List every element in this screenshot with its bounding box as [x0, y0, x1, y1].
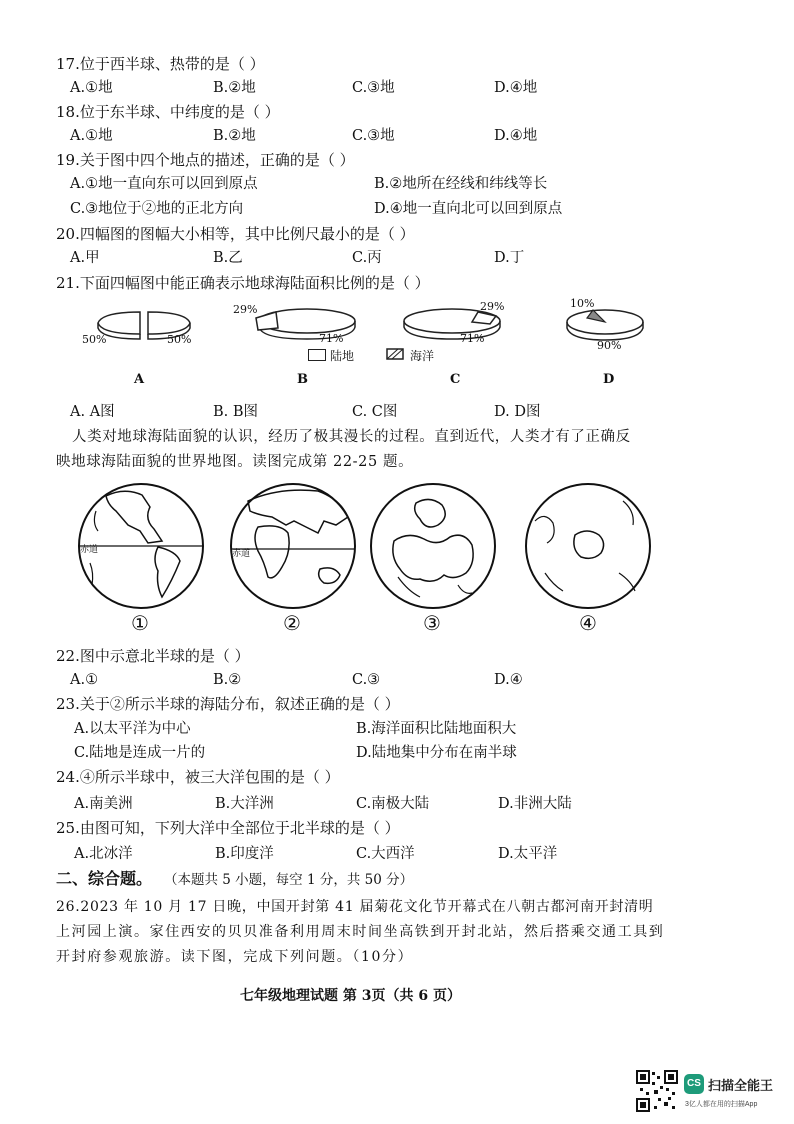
q19-option-a: A.①地一直向东可以回到原点 [70, 176, 258, 192]
q20-option-b: B.乙 [213, 250, 243, 266]
globe-3-northern-hemisphere [368, 481, 498, 611]
q24-option-a: A.南美洲 [74, 796, 133, 812]
q24-option-c: C.南极大陆 [356, 796, 430, 812]
q19-option-b: B.②地所在经线和纬线等长 [374, 176, 548, 192]
q25-option-c: C.大西洋 [356, 846, 415, 862]
pie-a-ocean-slice [148, 312, 190, 334]
q18-option-d: D.④地 [494, 128, 538, 144]
camscanner-logo-icon: CS [684, 1074, 704, 1094]
q23-option-b: B.海洋面积比陆地面积大 [356, 721, 517, 737]
q18-option-a: A.①地 [70, 128, 113, 144]
q17-option-b: B.②地 [213, 80, 256, 96]
q23-option-d: D.陆地集中分布在南半球 [356, 745, 517, 761]
globe-4-southern-hemisphere [523, 481, 653, 611]
intro-paragraph-line-1: 人类对地球海陆面貌的认识，经历了极其漫长的过程。直到近代，人类才有了正确反 [72, 429, 631, 445]
q25-option-a: A.北冰洋 [74, 846, 133, 862]
q19-option-c: C.③地位于②地的正北方向 [70, 201, 244, 217]
q23-option-a: A.以太平洋为中心 [74, 721, 191, 737]
q17-option-c: C.③地 [352, 80, 395, 96]
pie-b-caption: B [297, 372, 308, 387]
section-note: （本题共 5 小题，每空 1 分，共 50 分） [164, 872, 414, 888]
q20-option-a: A.甲 [70, 250, 100, 266]
question-26-line-1: 26.2023 年 10 月 17 日晚，中国开封第 41 届菊花文化节开幕式在八朝古都河南开封清明 [56, 899, 654, 915]
page-footer: 七年级地理试题 第 3页（共 6 页） [240, 988, 461, 1004]
q24-option-b: B.大洋洲 [215, 796, 274, 812]
pie-a-land-slice [98, 312, 140, 334]
pie-b-ocean-label: 71% [319, 332, 344, 345]
question-21-stem: 21.下面四幅图中能正确表示地球海陆面积比例的是（ ） [56, 274, 430, 292]
q21-option-a: A. A图 [70, 404, 115, 420]
pie-d-land-label: 10% [570, 297, 595, 310]
globe-2-label: ② [283, 611, 301, 635]
question-20-stem: 20.四幅图的图幅大小相等，其中比例尺最小的是（ ） [56, 225, 415, 243]
question-23-stem: 23.关于②所示半球的海陆分布，叙述正确的是（ ） [56, 695, 400, 713]
pie-c-ocean-label: 71% [460, 332, 485, 345]
question-19-stem: 19.关于图中四个地点的描述，正确的是（ ） [56, 151, 355, 169]
q20-option-c: C.丙 [352, 250, 382, 266]
pie-a-caption: A [134, 372, 145, 387]
watermark-subtitle: 3亿人都在用的扫描App [685, 1101, 758, 1108]
q17-option-a: A.①地 [70, 80, 113, 96]
question-25-stem: 25.由图可知，下列大洋中全部位于北半球的是（ ） [56, 819, 400, 837]
q18-option-c: C.③地 [352, 128, 395, 144]
question-24-stem: 24.④所示半球中，被三大洋包围的是（ ） [56, 768, 340, 786]
q22-option-a: A.① [70, 672, 99, 688]
pie-d-caption: D [603, 372, 615, 387]
globe-4-label: ④ [579, 611, 597, 635]
legend-land-swatch [308, 349, 326, 361]
pie-d-ocean-label: 90% [597, 339, 622, 352]
legend-land-label: 陆地 [330, 349, 355, 363]
globe-1-equator-label: 赤道 [80, 545, 99, 555]
q25-option-d: D.太平洋 [498, 846, 558, 862]
q21-option-d: D. D图 [494, 404, 541, 420]
q17-option-d: D.④地 [494, 80, 538, 96]
pie-c-caption: C [450, 372, 461, 387]
question-18-stem: 18.位于东半球、中纬度的是（ ） [56, 103, 280, 121]
pie-c-land-label: 29% [480, 300, 505, 313]
legend-ocean-label: 海洋 [410, 349, 435, 363]
qr-code-icon [636, 1070, 678, 1112]
question-26-line-2: 上河园上演。家住西安的贝贝准备利用周末时间坐高铁到开封北站，然后搭乘交通工具到 [56, 924, 665, 940]
q22-option-d: D.④ [494, 672, 523, 688]
q21-option-b: B. B图 [213, 404, 259, 420]
question-17-stem: 17.位于西半球、热带的是（ ） [56, 55, 265, 73]
q21-option-c: C. C图 [352, 404, 398, 420]
q25-option-b: B.印度洋 [215, 846, 274, 862]
q24-option-d: D.非洲大陆 [498, 796, 572, 812]
q23-option-c: C.陆地是连成一片的 [74, 745, 206, 761]
pie-chart-b [252, 304, 362, 344]
globe-2-equator-label: 赤道 [232, 549, 251, 559]
q22-option-c: C.③ [352, 672, 381, 688]
pie-a-ocean-label: 50% [167, 333, 192, 346]
q18-option-b: B.②地 [213, 128, 256, 144]
question-26-line-3: 开封府参观旅游。读下图，完成下列问题。（10分） [56, 949, 414, 965]
globe-1-label: ① [131, 611, 149, 635]
pie-b-land-label: 29% [233, 303, 258, 316]
legend-ocean-swatch [386, 348, 406, 362]
q22-option-b: B.② [213, 672, 242, 688]
watermark-title: 扫描全能王 [708, 1078, 774, 1093]
section-title: 二、综合题。 [56, 869, 153, 888]
intro-paragraph-line-2: 映地球海陆面貌的世界地图。读图完成第 22-25 题。 [56, 454, 414, 470]
question-22-stem: 22.图中示意北半球的是（ ） [56, 647, 250, 665]
pie-b-land-slice [256, 312, 278, 330]
globe-3-label: ③ [423, 611, 441, 635]
pie-a-land-label: 50% [82, 333, 107, 346]
q19-option-d: D.④地一直向北可以回到原点 [374, 201, 563, 217]
q20-option-d: D.丁 [494, 250, 525, 266]
